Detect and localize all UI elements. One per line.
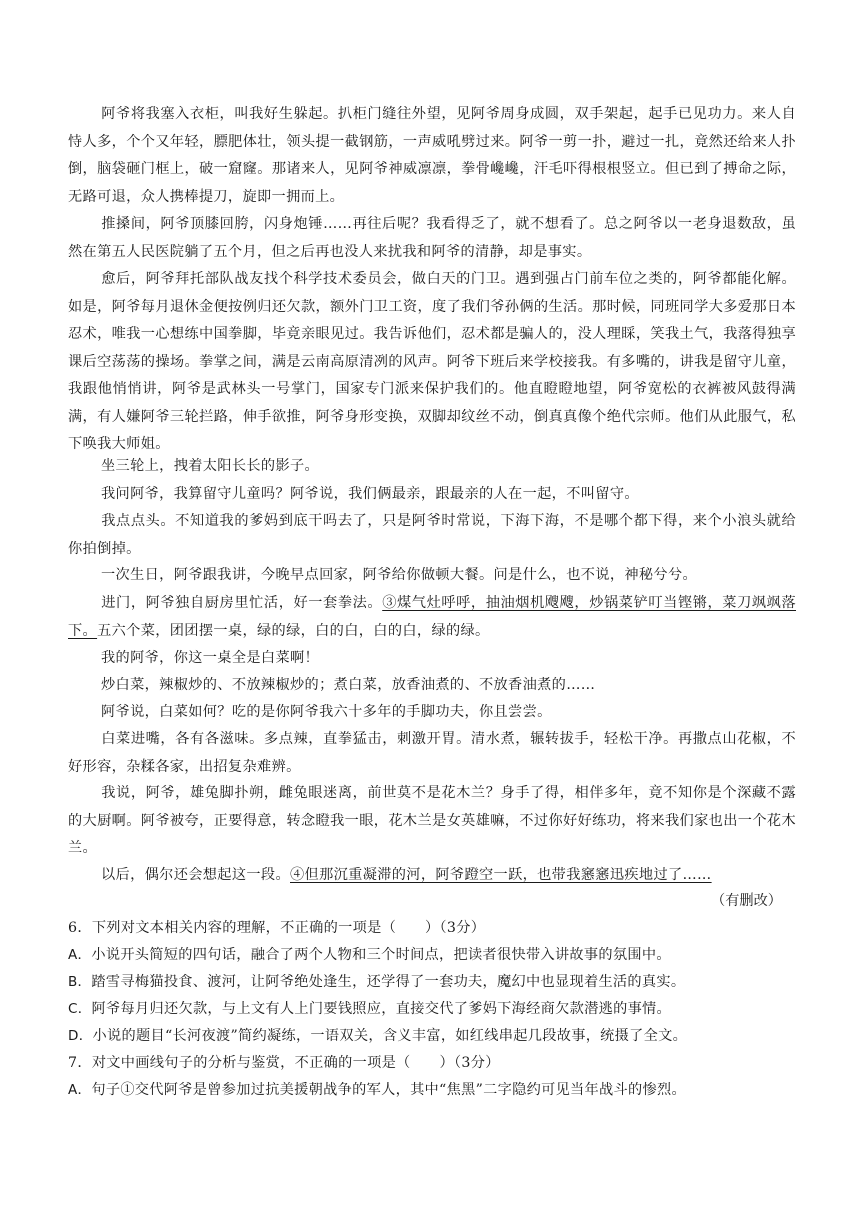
question-6-option-a: A．小说开头简短的四句话，融合了两个人物和三个时间点，把读者很快带入讲故事的氛围中。 xyxy=(68,947,671,963)
story-paragraph-2: 推搡间，阿爷顶膝回胯，闪身炮锤……再往后呢？我看得乏了，就不想看了。总之阿爷以一老身退数敌，虽然在第五人民医院躺了五个月，但之后再也没人来扰我和阿爷的清静，却是事实。 xyxy=(68,216,796,260)
story-paragraph-6: 我点点头。不知道我的爹妈到底干吗去了，只是阿爷时常说，下海下海，不是哪个都下得，来个小浪头就给你拍倒掉。 xyxy=(68,513,796,557)
question-6-stem: 6．下列对文本相关内容的理解，不正确的一项是（ ）（3分） xyxy=(68,920,486,936)
story-paragraph-1: 阿爷将我塞入衣柜，叫我好生躲起。扒柜门缝往外望，见阿爷周身成圆，双手架起，起手已见功力。来人自恃人多，个个又年轻，膘肥体壮，领头提一截钢筋，一声威吼劈过来。阿爷一剪一扑，避过一扎，竟然还给来人扑倒，脑袋砸门框上，破一窟窿。那诸来人，见阿爷神威凛凛，拳骨巉巉，汗毛吓得根根竖立。但已到了搏命之际，无路可退，众人携棒提刀，旋即一拥而上。 xyxy=(68,106,796,205)
story-paragraph-3: 愈后，阿爷拜托部队战友找个科学技术委员会，做白天的门卫。遇到强占门前车位之类的，阿爷都能化解。如是，阿爷每月退休金便按例归还欠款，额外门卫工资，度了我们爷孙俩的生活。那时候，同班同学大多爱那日本忍术，唯我一心想练中国拳脚，毕竟亲眼见过。我告诉他们，忍术都是骗人的，没人理睬，笑我土气，我落得独享课后空荡荡的操场。拳掌之间，满是云南高原清冽的风声。阿爷下班后来学校接我。有多嘴的，讲我是留守儿童，我跟他悄悄讲，阿爷是武林头一号掌门，国家专门派来保护我们的。他直瞪瞪地望，阿爷宽松的衣裤被风鼓得满满，有人嫌阿爷三轮拦路，伸手欲推，阿爷身形变换，双脚却纹丝不动，倒真真像个绝代宗师。他们从此服气，私下唤我大师姐。 xyxy=(68,271,796,452)
question-6-option-b: B．踏雪寻梅猫投食、渡河，让阿爷绝处逢生，还学得了一套功夫，魔幻中也显现着生活的真实。 xyxy=(68,974,686,990)
question-7-stem: 7．对文中画线句子的分析与鉴赏，不正确的一项是（ ）（3分） xyxy=(68,1055,500,1071)
edit-note: （有删改） xyxy=(711,893,782,909)
story-paragraph-13: 我说，阿爷，雄兔脚扑朔，雌兔眼迷离，前世莫不是花木兰？身手了得，相伴多年，竟不知你是个深藏不露的大厨啊。阿爷被夸，正要得意，转念瞪我一眼，花木兰是女英雄嘛，不过你好好练功，将来我们家也出一个花木兰。 xyxy=(68,785,796,856)
story-paragraph-12: 白菜进嘴，各有各滋味。多点辣，直拳猛击，刺激开胃。清水煮，辗转拔手，轻松干净。再撒点山花椒，不好形容，杂糅各家，出招复杂难辨。 xyxy=(68,731,796,775)
story-paragraph-9: 我的阿爷，你这一桌全是白菜啊！ xyxy=(101,650,320,666)
story-paragraph-4: 坐三轮上，拽着太阳长长的影子。 xyxy=(101,458,320,474)
story-paragraph-5: 我问阿爷，我算留守儿童吗？阿爷说，我们俩最亲，跟最亲的人在一起，不叫留守。 xyxy=(101,486,639,502)
story-paragraph-7: 一次生日，阿爷跟我讲，今晚早点回家，阿爷给你做顿大餐。问是什么，也不说，神秘兮兮。 xyxy=(101,567,698,583)
story-paragraph-10: 炒白菜，辣椒炒的、不放辣椒炒的；煮白菜，放香油煮的、不放香油煮的…… xyxy=(101,677,596,693)
question-6-option-c: C．阿爷每月归还欠款，与上文有人上门要钱照应，直接交代了爹妈下海经商欠款潜逃的事情。 xyxy=(68,1001,672,1017)
story-paragraph-8: 进门，阿爷独自厨房里忙活，好一套拳法。③煤气灶呼呼，抽油烟机飕飕，炒锅菜铲叮当铿锵，菜刀飒飒落下。五六个菜，团团摆一桌，绿的绿，白的白，白的白，绿的绿。 xyxy=(68,595,796,639)
underlined-sentence-4: ④但那沉重凝滞的河，阿爷蹬空一跃，也带我窸窸迅疾地过了…… xyxy=(290,867,712,883)
question-7-option-a: A．句子①交代阿爷是曾参加过抗美援朝战争的军人，其中“焦黑”二字隐约可见当年战斗的惨烈。 xyxy=(68,1082,686,1098)
story-paragraph-11: 阿爷说，白菜如何？吃的是你阿爷我六十多年的手脚功夫，你且尝尝。 xyxy=(101,704,552,720)
underlined-sentence-3: ③煤气灶呼呼，抽油烟机飕飕，炒锅菜铲叮当铿锵，菜刀飒飒落下。 xyxy=(68,595,796,639)
story-paragraph-14: 以后，偶尔还会想起这一段。④但那沉重凝滞的河，阿爷蹬空一跃，也带我窸窸迅疾地过了…… xyxy=(101,867,712,883)
question-6-option-d: D．小说的题目“长河夜渡”简约凝练，一语双关，含义丰富，如红线串起几段故事，统摄了全文。 xyxy=(68,1028,688,1044)
